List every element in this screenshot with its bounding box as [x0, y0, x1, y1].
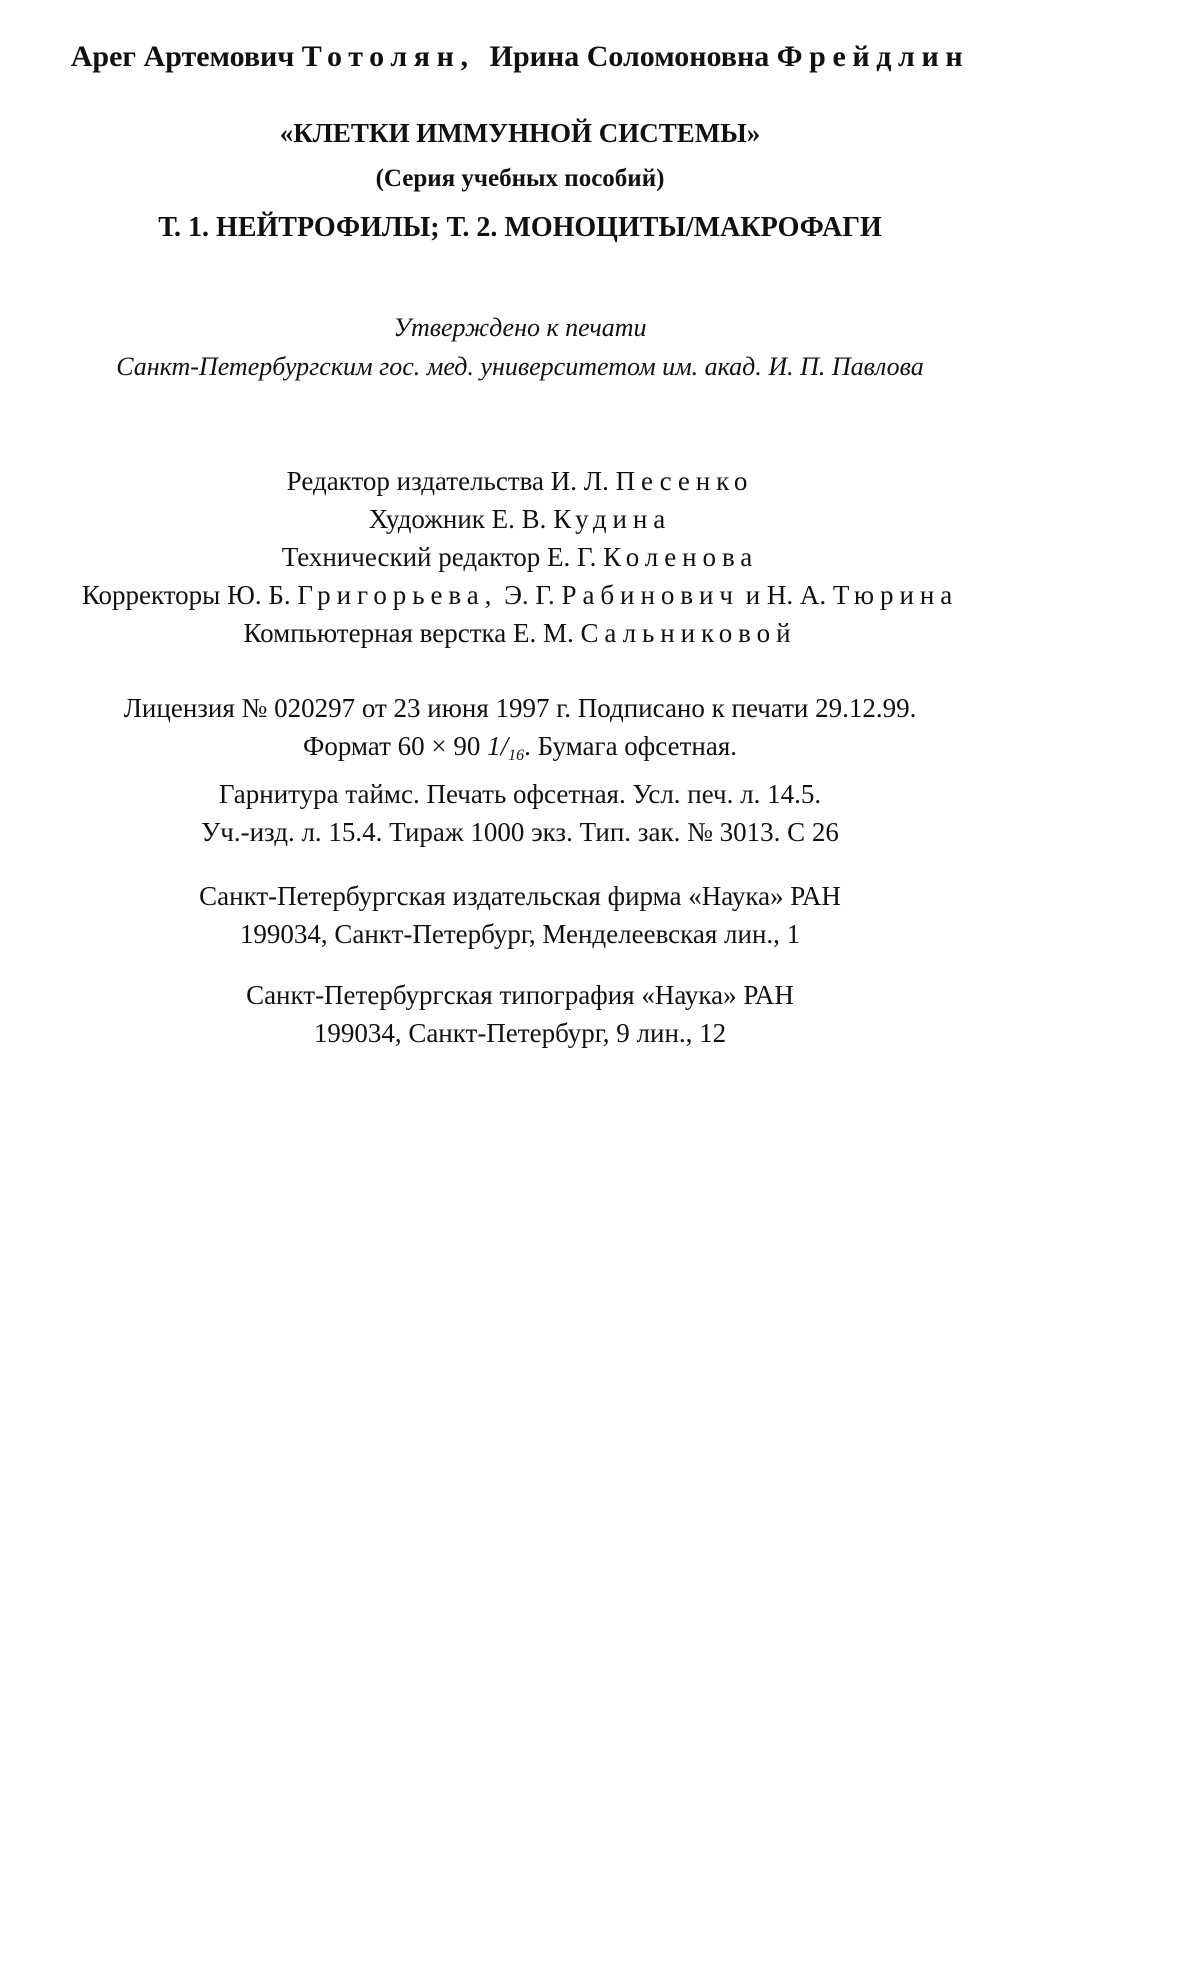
credit-editor-name: Песенко	[615, 466, 754, 496]
credit-tech-editor-role: Технический редактор Е. Г.	[281, 542, 597, 572]
credit-layout	[30, 614, 1010, 652]
author2-name: Ирина Соломоновна	[489, 40, 770, 73]
credit-corrector2-initials: Э. Г.	[504, 580, 555, 610]
credit-editor	[30, 462, 1010, 500]
approval-line-1: Утверждено к печати	[393, 313, 647, 342]
book-series: (Серия учебных пособий)	[375, 165, 665, 192]
authors-line	[30, 40, 1010, 74]
credit-artist-name: Кудина	[553, 504, 672, 534]
book-title: «КЛЕТКИ ИММУННОЙ СИСТЕМЫ»	[279, 118, 761, 148]
publisher-name: Санкт-Петербургская издательская фирма «Наука» РАН	[199, 881, 841, 911]
license-block	[30, 689, 1010, 851]
format-denominator: 16	[508, 747, 525, 764]
approval-line-2: Санкт-Петербургским гос. мед. университетом им. акад. И. П. Павлова	[116, 352, 924, 381]
publisher-address: 199034, Санкт-Петербург, Менделеевская лин., 1	[239, 919, 801, 949]
credit-artist	[30, 500, 1010, 538]
credit-correctors	[30, 576, 1010, 614]
author1-surname: Тотолян,	[301, 40, 475, 73]
printer-block	[30, 976, 1010, 1052]
credit-corrector1-name: Григорьева,	[297, 580, 498, 610]
credit-editor-role: Редактор издательства И. Л.	[286, 466, 609, 496]
license-line-3: Гарнитура таймс. Печать офсетная. Усл. печ. л. 14.5.	[218, 779, 822, 809]
author2-surname: Фрейдлин	[776, 40, 970, 73]
format-fraction	[487, 731, 525, 764]
license-line-1: Лицензия № 020297 от 23 июня 1997 г. Подписано к печати 29.12.99.	[123, 693, 917, 723]
credit-artist-role: Художник Е. В.	[368, 504, 547, 534]
format-prefix: Формат 60 × 90	[302, 731, 481, 761]
credit-corrector3-name: Тюрина	[832, 580, 959, 610]
book-volumes: Т. 1. НЕЙТРОФИЛЫ; Т. 2. МОНОЦИТЫ/МАКРОФАГИ	[158, 212, 882, 243]
license-line-4: Уч.-изд. л. 15.4. Тираж 1000 экз. Тип. зак. № 3013. С 26	[201, 817, 839, 847]
credit-correctors-role: Корректоры Ю. Б.	[81, 580, 291, 610]
printer-name: Санкт-Петербургская типография «Наука» РАН	[246, 980, 794, 1010]
format-numerator: 1/	[487, 731, 509, 761]
credit-corrector2-name: Рабинович	[561, 580, 739, 610]
credit-tech-editor-name: Коленова	[603, 542, 759, 572]
author1-name: Арег Артемович	[70, 40, 295, 73]
credit-tech-editor	[30, 538, 1010, 576]
credit-and-text: и Н. А.	[745, 580, 827, 610]
format-suffix: . Бумага офсетная.	[524, 731, 738, 761]
credit-layout-name: Сальниковой	[580, 618, 797, 648]
license-format-line	[30, 727, 1010, 775]
credits-block	[30, 462, 1010, 652]
credit-layout-role: Компьютерная верстка Е. М.	[243, 618, 574, 648]
publisher-block	[30, 877, 1010, 953]
printer-address: 199034, Санкт-Петербург, 9 лин., 12	[313, 1018, 727, 1048]
